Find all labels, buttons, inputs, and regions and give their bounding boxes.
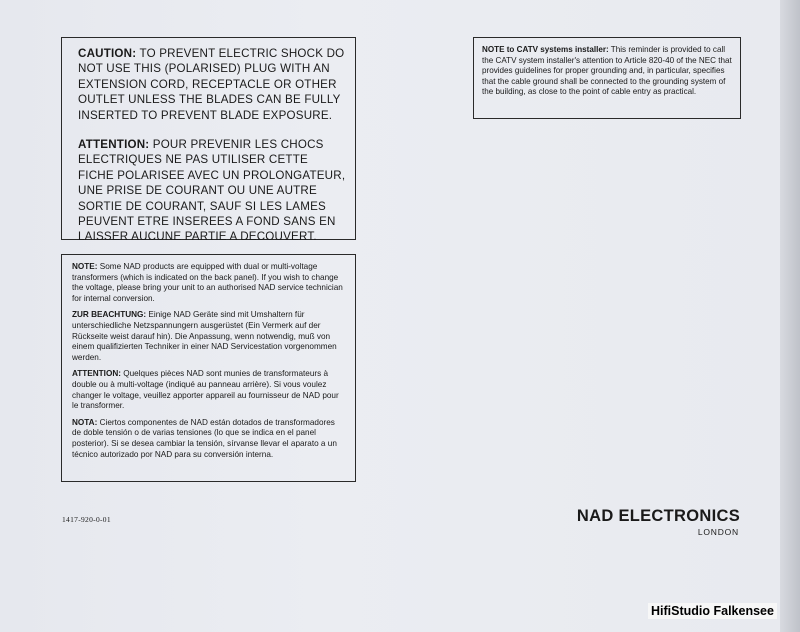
polarised-plug-caution-box (61, 37, 356, 244)
catv-note-text: This reminder is provided to call the CATV system installer's attention to Article 820-40 of the NEC that provides guidelines for proper grounding and, in particular, specifies that the cable ground shall be connected to the grounding system of the building, as close to the point of cable entry as practical. (482, 45, 732, 97)
voltage-note-english-label: NOTE: (72, 262, 98, 271)
voltage-note-french-text: Quelques pièces NAD sont munies de transformateurs à double ou à multi-voltage (indiqué au panneau arrière). Si vous voulez changer le voltage, veuillez apporter appareil au fournisseur de NAD pour le transformer. (72, 369, 339, 411)
caution-english-label: CAUTION: (78, 47, 137, 60)
voltage-note-german (72, 310, 345, 363)
brand-block (540, 507, 740, 537)
voltage-note-spanish-text: Ciertos componentes de NAD están dotados de transformadores de doble tensión o de varias tensiones (lo que se indica en el panel posterior). Si se desea cambiar la tensión, sírvanse llevar el aparato a un técnico autorizado por NAD para su conversión interna. (72, 417, 337, 459)
voltage-note-french (72, 369, 345, 411)
voltage-note-german-text: Einige NAD Geräte sind mit Umshaltern für unterschiedliche Netzspannungern ausgerüstet (Ein Vermerk auf der Rückseite weist darauf hin). Die Anpassung, wenn notwendig, muß von einem qualifizierten Techniker in einer NAD Servicestation vorgenommen werden. (72, 310, 337, 362)
page-fold-shadow (780, 0, 800, 632)
brand-name: NAD ELECTRONICS (576, 507, 740, 525)
voltage-note-english-text: Some NAD products are equipped with dual or multi-voltage transformers (which is indicated on the back panel). If you wish to change the voltage, please bring your unit to an authorised NAD service technician for internal conversion. (72, 262, 343, 303)
caution-english (78, 46, 347, 123)
part-number: 1417-920-0-01 (62, 515, 111, 524)
caution-french-label: ATTENTION: (78, 138, 150, 152)
voltage-note-french-label: ATTENTION: (72, 369, 121, 379)
voltage-conversion-note-box (61, 254, 356, 482)
catv-installer-note-box (473, 37, 741, 119)
caution-french-text: POUR PREVENIR LES CHOCS ELECTRIQUES NE PAS UTILISER CETTE FICHE POLARISEE AVEC UN PROLONGATEUR, UNE PRISE DE COURANT OU UNE AUTRE SORTIE DE COURANT, SAUF SI LES LAMES PEUVENT ETRE INSEREES A FOND SANS EN LAISSER AUCUNE PARTIE A DECOUVERT. (78, 138, 346, 244)
brand-city: LONDON (697, 527, 739, 537)
caution-french (78, 137, 347, 245)
catv-note-label: NOTE to CATV systems installer: (482, 45, 609, 54)
voltage-note-english (72, 262, 345, 304)
catv-note (482, 45, 732, 98)
voltage-note-spanish (72, 418, 345, 460)
caution-english-text: TO PREVENT ELECTRIC SHOCK DO NOT USE THIS (POLARISED) PLUG WITH AN EXTENSION CORD, RECEPTACLE OR OTHER OUTLET UNLESS THE BLADES CAN BE FULLY INSERTED TO PREVENT BLADE EXPOSURE. (78, 47, 345, 122)
voltage-note-german-label: ZUR BEACHTUNG: (72, 310, 147, 320)
voltage-note-spanish-label: NOTA: (72, 417, 98, 427)
watermark-text: HifiStudio Falkensee (648, 603, 777, 619)
